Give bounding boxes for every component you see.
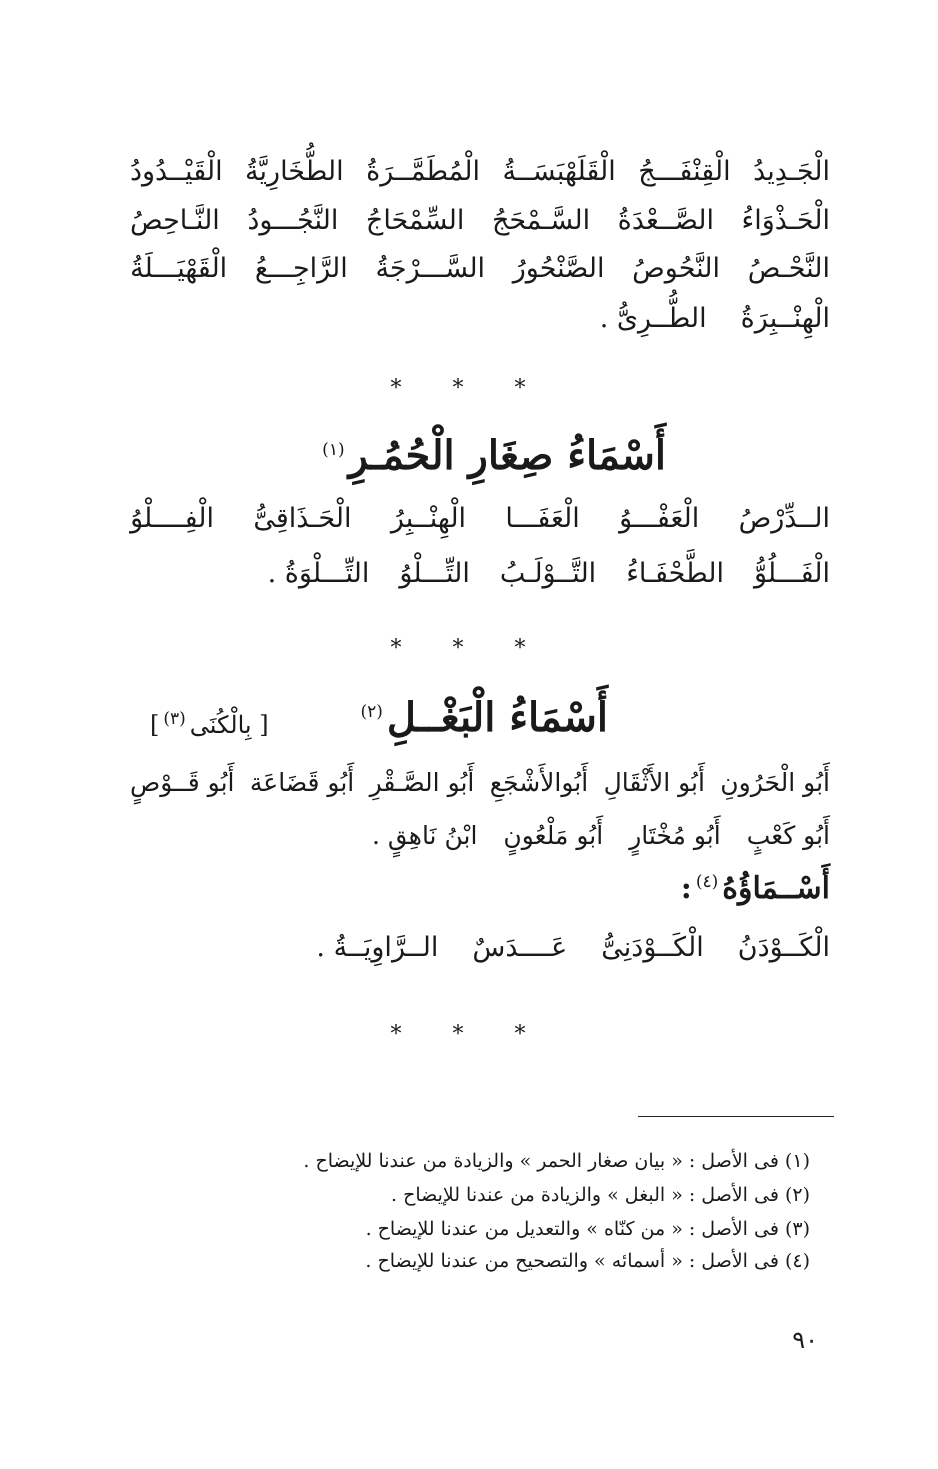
word: الرَّاجِـــعُ (254, 253, 348, 284)
word: أَبُو قَــوْصٍ (130, 768, 235, 797)
word-list-line (130, 823, 830, 848)
word-list-line (130, 505, 830, 532)
word: النَّحُوصُ (632, 253, 721, 284)
word: أَبُو الْحَرُونِ (720, 768, 830, 797)
word: الْقَهْيَـــلَةُ (130, 253, 228, 284)
word: أَبُوالأَشْجَعِ (489, 768, 589, 797)
word-list-line (130, 934, 830, 961)
word: الْكَــوْدَنُ (737, 932, 830, 963)
word: أَبُو الصَّـقْرِ (369, 768, 475, 797)
section-separator: * * * (390, 376, 548, 401)
word: الطُّخَارِيَّةُ (245, 156, 344, 187)
word: الْهِنْــبِرَةُ (740, 303, 830, 334)
word: الْحَـذْوَاءُ (741, 205, 830, 236)
footnote: (٣) فى الأصل : « من كنّاه » والتعديل من عندنا للإيضاح . (365, 1218, 810, 1240)
word: عَــــدَسٌ (472, 932, 568, 963)
word: الصَّــعْدَةُ (617, 205, 714, 236)
section-heading (357, 694, 609, 741)
word: الــدِّرْصُ (738, 503, 830, 534)
section-separator: * * * (390, 1022, 548, 1047)
word-list-line (130, 158, 830, 185)
word: الــرَّاوِيَــةُ . (316, 932, 439, 963)
word: التِّـــلْوَةُ . (267, 558, 370, 589)
word: أَبُو قَضَاعَة (249, 768, 355, 797)
word-list-line (130, 770, 830, 795)
word: الْفَـــلُوُّ (753, 558, 830, 589)
footnote: (٤) فى الأصل : « أسمائه » والتصحيح من عندنا للإيضاح . (365, 1250, 810, 1272)
word: السَّـمْحَجُ (491, 205, 591, 236)
subheading-colon: : (680, 871, 692, 906)
kunya-text: [ بِالْكُنَى (189, 711, 269, 739)
word: الْقَيْــدُودُ (130, 156, 223, 187)
word: الْعَفَـــا (505, 503, 580, 534)
word: النَّـاحِصُ (130, 205, 220, 236)
footnote-divider (638, 1116, 834, 1117)
section-separator: * * * (390, 636, 548, 661)
word: أَبُو كَعْبٍ (746, 821, 830, 850)
word: أَبُو الأَثْقَالِ (603, 768, 705, 797)
footnote-ref: (٢) (360, 701, 383, 722)
word: التِّـــلْوُ (399, 558, 470, 589)
word: أَبُو مُخْتَارٍ (629, 821, 721, 850)
heading-text: أَسْمَاءُ صِغَارِ الْحُمُـرِ (348, 432, 666, 479)
heading-text: أَسْمَاءُ الْبَغْــلِ (386, 694, 608, 741)
word: ابْنُ نَاهِقٍ . (372, 821, 478, 850)
word-list-line (130, 305, 830, 332)
word: التَّــوْلَـبُ (499, 558, 597, 589)
subheading (680, 871, 830, 906)
word: النَّحْـصُ (747, 253, 830, 284)
word: السِّمْحَاجُ (365, 205, 465, 236)
word: السَّـــرْجَةُ (375, 253, 486, 284)
footnote: (١) فى الأصل : « بيان صغار الحمر » والزيادة من عندنا للإيضاح . (303, 1150, 810, 1172)
word: الْجَـدِيدُ (753, 156, 830, 187)
footnote-ref: (٤) (695, 872, 719, 892)
word-list-line (130, 207, 830, 234)
subheading-text: أَسْــمَاؤُهُ (722, 871, 830, 906)
word-list-line (130, 560, 830, 587)
word: الْقَلَهْبَسَــةُ (502, 156, 616, 187)
word: الْكَــوْدَنِىُّ (601, 932, 704, 963)
word: الصَّنْحُورُ (512, 253, 605, 284)
word: الْمُطَمَّــرَةُ (366, 156, 481, 187)
word: الْعَفْـــوُ (619, 503, 700, 534)
word: أَبُو مَلْعُونٍ (503, 821, 604, 850)
kunya-note (150, 711, 269, 737)
footnote: (٢) فى الأصل : « البغل » والزيادة من عندنا للإيضاح . (390, 1184, 810, 1206)
word-list-line (130, 255, 830, 282)
word: الْحَـذَاقِىُّ (253, 503, 352, 534)
word: الْفِــــلْوُ (130, 503, 214, 534)
word: الْهِنْــبِرُ (390, 503, 467, 534)
section-heading (318, 432, 666, 479)
bracket-close: ] (150, 711, 160, 739)
footnote-ref: (٣) (163, 709, 186, 729)
footnote-ref: (١) (322, 439, 345, 460)
word: الطُّــرِىُّ . (599, 303, 707, 334)
page-number: ٩٠ (792, 1326, 818, 1354)
word: الطَّحْفَـاءُ (626, 558, 724, 589)
word: الْقِنْفَـــجُ (638, 156, 731, 187)
word: النَّجُـــودُ (247, 205, 339, 236)
